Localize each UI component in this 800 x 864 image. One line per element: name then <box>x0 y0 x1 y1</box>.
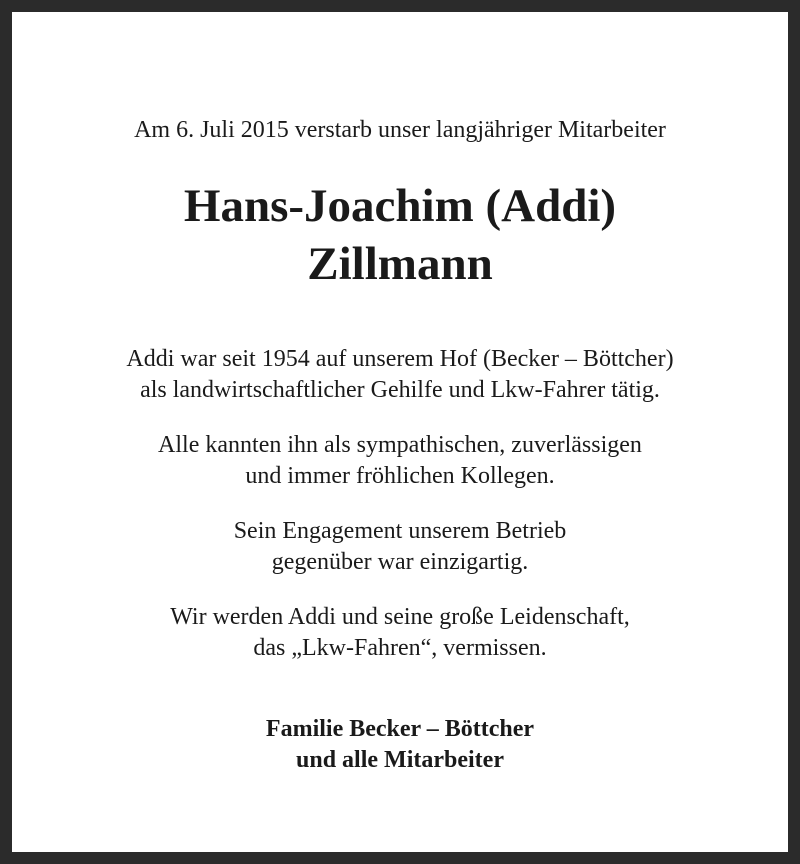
paragraph-3-line-2: gegenüber war einzigartig. <box>271 549 529 575</box>
paragraph-1 <box>24 344 776 406</box>
signature <box>24 714 776 776</box>
name-line-1: Hans-Joachim (Addi) <box>183 180 617 232</box>
paragraph-4-line-2: das „Lkw-Fahren“, vermissen. <box>253 635 547 661</box>
paragraph-3 <box>24 516 776 578</box>
paragraph-4 <box>24 602 776 664</box>
signature-line-2: und alle Mitarbeiter <box>296 747 504 773</box>
obituary-content <box>24 24 776 840</box>
paragraph-1-line-1: Addi war seit 1954 auf unserem Hof (Becker – Böttcher) <box>126 346 674 372</box>
paragraph-2-line-2: und immer fröhlichen Kollegen. <box>245 463 555 489</box>
intro-line: Am 6. Juli 2015 verstarb unser langjähriger Mitarbeiter <box>134 117 666 143</box>
paragraph-3-line-1: Sein Engagement unserem Betrieb <box>233 518 567 544</box>
name-line-2: Zillmann <box>307 238 493 290</box>
paragraph-4-line-1: Wir werden Addi und seine große Leidenschaft, <box>170 604 630 630</box>
deceased-name <box>24 177 776 293</box>
paragraph-1-line-2: als landwirtschaftlicher Gehilfe und Lkw-Fahrer tätig. <box>140 377 660 403</box>
signature-line-1: Familie Becker – Böttcher <box>265 716 535 742</box>
paragraph-2-line-1: Alle kannten ihn als sympathischen, zuverlässigen <box>158 432 642 458</box>
paragraph-2 <box>24 430 776 492</box>
